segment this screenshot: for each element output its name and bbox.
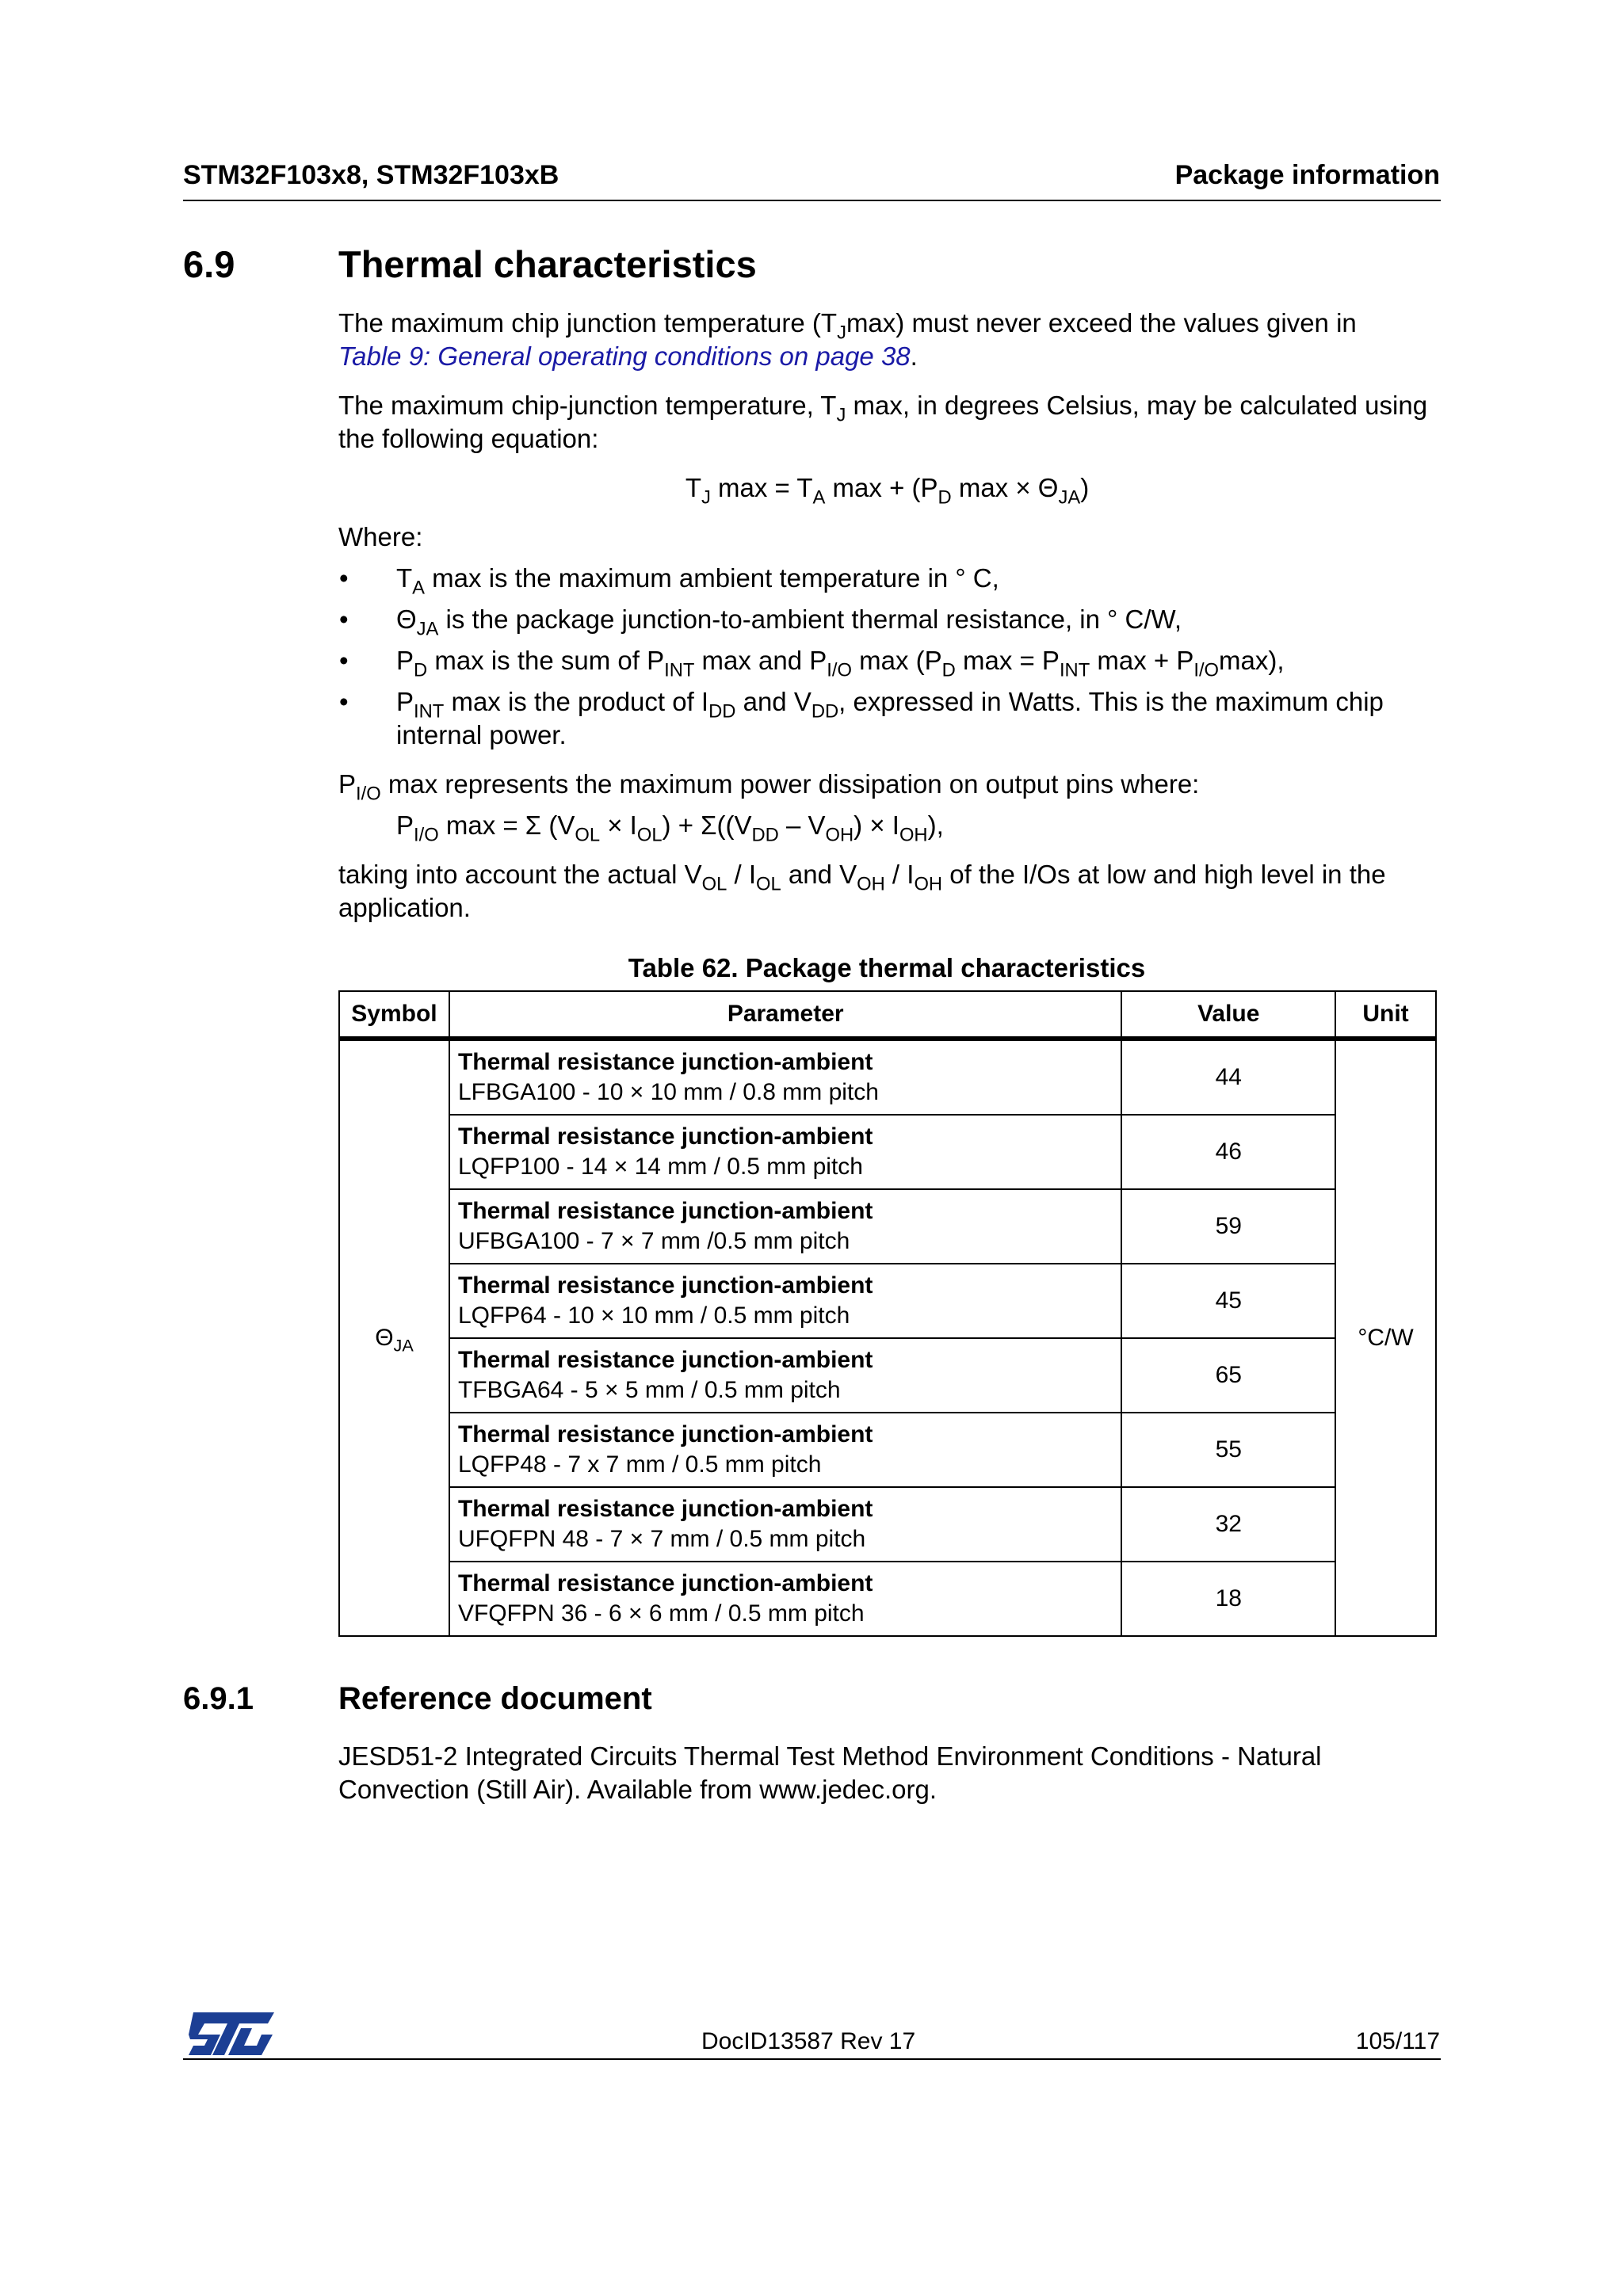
parameter-package: LFBGA100 - 10 × 10 mm / 0.8 mm pitch <box>457 1079 879 1105</box>
body-text <box>338 307 1448 925</box>
definition-list <box>338 562 1448 752</box>
parameter-title: Thermal resistance junction-ambient <box>457 1198 873 1224</box>
table-row <box>339 1562 1436 1636</box>
thermal-table <box>338 990 1437 1637</box>
parameter-title: Thermal resistance junction-ambient <box>457 1496 873 1522</box>
parameter-title: Thermal resistance junction-ambient <box>457 1272 873 1299</box>
header-parameter: Parameter <box>449 991 1122 1039</box>
subsection-title: Reference document <box>338 1681 652 1716</box>
paragraph-pio: $P_{I/O}$ max represents the maximum power dissipation on output pins where: <box>338 769 1200 805</box>
symbol-cell: $\Theta_{JA}$ <box>339 1039 449 1636</box>
equation-tj: $T_J$ $\max = T_A$ $\max + (P_D$ $\max \times \Theta_{JA}$) <box>685 473 1090 509</box>
parameter-title: Thermal resistance junction-ambient <box>457 1421 873 1447</box>
header-value: Value <box>1121 991 1335 1039</box>
footer-rule <box>183 2058 1441 2060</box>
value-cell: 65 <box>1121 1338 1335 1413</box>
table-row <box>339 1338 1436 1413</box>
value-cell: 18 <box>1121 1562 1335 1636</box>
reference-text: JESD51-2 Integrated Circuits Thermal Test Method Environment Conditions - Natural Convection (Still Air). Available from www.jedec.org. <box>338 1741 1322 1804</box>
st-logo <box>189 2011 274 2061</box>
value-cell: 45 <box>1121 1264 1335 1338</box>
parameter-package: LQFP48 - 7 x 7 mm / 0.5 mm pitch <box>457 1451 822 1478</box>
table9-link[interactable]: Table 9: General operating conditions on page 38 <box>338 341 911 371</box>
value-cell: 32 <box>1121 1487 1335 1562</box>
table-header-row <box>339 991 1436 1039</box>
header-section-name: Package information <box>1174 160 1440 190</box>
parameter-package: LQFP100 - 14 × 14 mm / 0.5 mm pitch <box>457 1154 863 1180</box>
header-rule <box>183 200 1441 201</box>
table-row <box>339 1115 1436 1189</box>
list-item: • $P_{INT}$ max is the product of $I_{DD}$ and $V_{DD}$, expressed in Watts. This is the maximum chip internal power. <box>338 685 1448 752</box>
paragraph-equation-intro: The maximum chip-junction temperature, $T_J$ max, in degrees Celsius, may be calculated using the following equation: <box>338 391 1428 453</box>
parameter-cell <box>449 1338 1122 1413</box>
parameter-package: VFQFPN 36 - 6 × 6 mm / 0.5 mm pitch <box>457 1600 865 1627</box>
list-item: • $\Theta_{JA}$ is the package junction-to-ambient thermal resistance, in ° C/W, <box>338 603 1448 636</box>
table-row <box>339 1189 1436 1264</box>
parameter-cell <box>449 1413 1122 1487</box>
section-number: 6.9 <box>183 243 235 285</box>
parameter-title: Thermal resistance junction-ambient <box>457 1347 873 1373</box>
footer-page-number: 105/117 <box>1355 2028 1440 2054</box>
value-cell: 59 <box>1121 1189 1335 1264</box>
value-cell: 55 <box>1121 1413 1335 1487</box>
header-doc-title: STM32F103x8, STM32F103xB <box>183 160 559 190</box>
list-item: • $T_A$ max is the maximum ambient temperature in ° C, <box>338 562 1448 595</box>
table-caption: Table 62. Package thermal characteristics <box>628 953 1146 982</box>
parameter-package: LQFP64 - 10 × 10 mm / 0.5 mm pitch <box>457 1302 850 1329</box>
value-cell: 46 <box>1121 1115 1335 1189</box>
where-label: Where: <box>338 522 423 551</box>
header-unit: Unit <box>1335 991 1436 1039</box>
table-body <box>339 1039 1436 1636</box>
parameter-title: Thermal resistance junction-ambient <box>457 1123 873 1150</box>
unit-cell: °C/W <box>1335 1039 1436 1636</box>
parameter-package: UFBGA100 - 7 × 7 mm /0.5 mm pitch <box>457 1228 850 1254</box>
equation-pio: $P_{I/O}$ max = Σ $(V_{OL} \times I_{OL}) + \Sigma((V_{DD} - V_{OH}) \times I_{OH})$, <box>396 810 944 846</box>
parameter-cell <box>449 1264 1122 1338</box>
parameter-cell <box>449 1487 1122 1562</box>
parameter-title: Thermal resistance junction-ambient <box>457 1049 873 1075</box>
value-cell: 44 <box>1121 1039 1335 1115</box>
table-row <box>339 1264 1436 1338</box>
parameter-package: UFQFPN 48 - 7 × 7 mm / 0.5 mm pitch <box>457 1526 866 1552</box>
paragraph-actual-levels: taking into account the actual $V_{OL} / I_{OL}$ and $V_{OH} / I_{OH}$ of the I/Os at low and high level in the application. <box>338 860 1386 922</box>
parameter-cell <box>449 1115 1122 1189</box>
header-symbol: Symbol <box>339 991 449 1039</box>
list-item: • $P_D$ max is the sum of $P_{INT}$ max and $P_{I/O}$ $\max (P_D$ $\max = P_{INT}$ $\max + P_{I/O}\max$), <box>338 644 1448 677</box>
parameter-title: Thermal resistance junction-ambient <box>457 1570 873 1596</box>
parameter-package: TFBGA64 - 5 × 5 mm / 0.5 mm pitch <box>457 1377 841 1403</box>
paragraph-junction-temp: The maximum chip junction temperature $(T_J\max)$ must never exceed the values given in Table 9: General operating conditions on page 38. <box>338 308 1357 371</box>
subsection-number: 6.9.1 <box>183 1681 254 1716</box>
table-row <box>339 1413 1436 1487</box>
parameter-cell <box>449 1039 1122 1115</box>
footer-doc-id: DocID13587 Rev 17 <box>701 2028 916 2054</box>
table-row <box>339 1039 1436 1115</box>
section-title: Thermal characteristics <box>338 243 757 285</box>
parameter-cell <box>449 1562 1122 1636</box>
parameter-cell <box>449 1189 1122 1264</box>
table-row <box>339 1487 1436 1562</box>
